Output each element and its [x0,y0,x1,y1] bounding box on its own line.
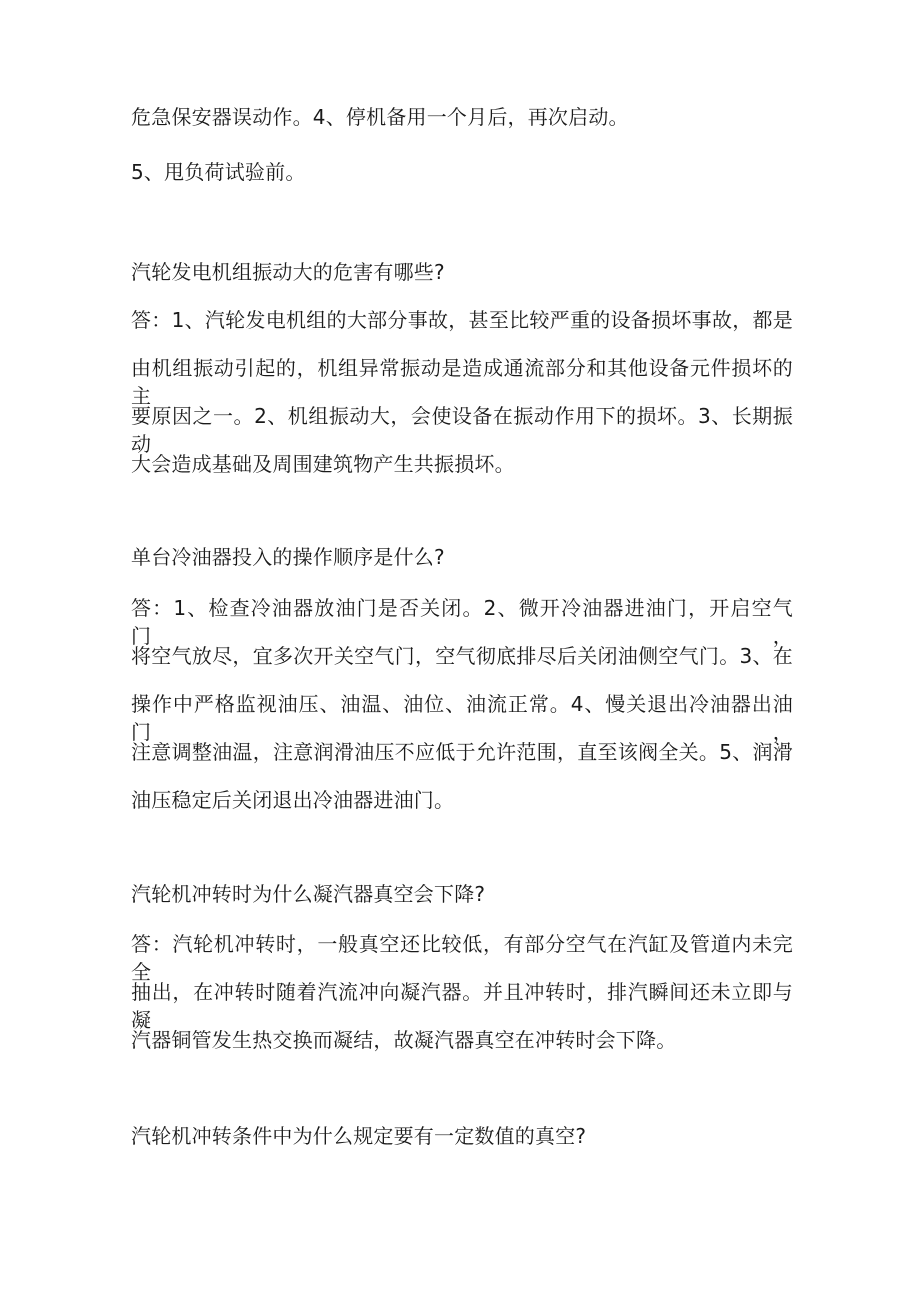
answer-line: 注意调整油温，注意润滑油压不应低于允许范围，直至该阀全关。5、润滑 [131,740,793,764]
answer-line: 要原因之一。2、机组振动大，会使设备在振动作用下的损坏。3、长期振动 [131,404,793,456]
answer-line: 油压稳定后关闭退出冷油器进油门。 [131,788,455,812]
question-heading: 汽轮机冲转条件中为什么规定要有一定数值的真空? [131,1124,587,1148]
answer-line: 将空气放尽，宜多次开关空气门，空气彻底排尽后关闭油侧空气门。3、在 [131,644,793,668]
answer-line: 操作中严格监视油压、油温、油位、油流正常。4、慢关退出冷油器出油门， [131,692,793,744]
question-heading: 汽轮机冲转时为什么凝汽器真空会下降? [131,882,486,906]
answer-line: 大会造成基础及周围建筑物产生共振损坏。 [131,452,515,476]
answer-line: 汽器铜管发生热交换而凝结，故凝汽器真空在冲转时会下降。 [131,1028,677,1052]
answer-line: 抽出，在冲转时随着汽流冲向凝汽器。并且冲转时，排汽瞬间还未立即与凝 [131,980,793,1032]
answer-line: 由机组振动引起的，机组异常振动是造成通流部分和其他设备元件损坏的主 [131,356,793,408]
question-heading: 汽轮发电机组振动大的危害有哪些? [131,260,445,284]
question-heading: 单台冷油器投入的操作顺序是什么? [131,545,445,569]
text-line: 危急保安器误动作。4、停机备用一个月后，再次启动。 [131,105,629,129]
answer-line: 答：1、检查冷油器放油门是否关闭。2、微开冷油器进油门，开启空气门， [131,596,793,648]
text-line: 5、甩负荷试验前。 [131,160,306,184]
answer-line: 答：汽轮机冲转时，一般真空还比较低，有部分空气在汽缸及管道内未完全 [131,932,793,984]
answer-line: 答：1、汽轮发电机组的大部分事故，甚至比较严重的设备损坏事故，都是 [131,308,793,332]
